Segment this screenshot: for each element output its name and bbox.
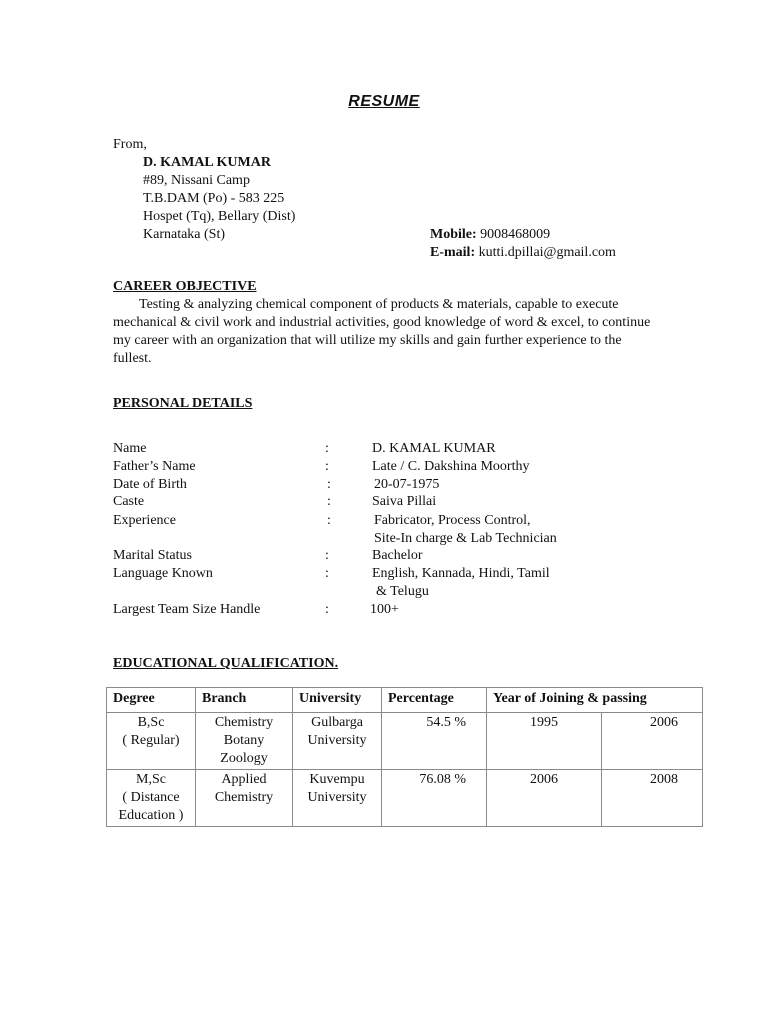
address-line-1: #89, Nissani Camp: [143, 173, 250, 188]
pd-sep: :: [325, 602, 329, 617]
pd-sep: :: [327, 477, 331, 492]
personal-details-heading: PERSONAL DETAILS: [113, 396, 253, 411]
col-branch: Branch: [196, 688, 293, 713]
email-label: E-mail:: [430, 245, 476, 260]
cell-line: Chemistry: [214, 790, 274, 805]
pd-value-father: Late / C. Dakshina Moorthy: [372, 459, 530, 474]
cell-university: [293, 770, 382, 827]
pd-label-team-size: Largest Team Size Handle: [113, 602, 261, 617]
address-line-4: Karnataka (St): [143, 227, 226, 242]
address-line-3: Hospet (Tq), Bellary (Dist): [143, 209, 296, 224]
mobile-label: Mobile:: [430, 227, 477, 242]
cell-degree: [107, 713, 196, 770]
cell-branch: [196, 713, 293, 770]
applicant-name: D. KAMAL KUMAR: [143, 155, 271, 170]
pd-label-name: Name: [113, 441, 147, 456]
pd-value-team-size: 100+: [370, 602, 399, 617]
pd-sep: :: [327, 513, 331, 528]
cell-line: Education ): [118, 808, 184, 823]
cell-branch: [196, 770, 293, 827]
pd-label-experience: Experience: [113, 513, 176, 528]
cell-line: ( Regular): [122, 733, 180, 748]
education-table: [106, 687, 703, 827]
cell-line: B,Sc: [137, 715, 165, 730]
education-heading: EDUCATIONAL QUALIFICATION.: [113, 656, 339, 671]
table-row: [107, 713, 703, 770]
cell-line: Zoology: [220, 751, 268, 766]
cell-line: Botany: [223, 733, 265, 748]
cell-line: University: [307, 790, 367, 805]
col-degree: Degree: [107, 688, 196, 713]
pd-value-language-cont: & Telugu: [376, 584, 429, 599]
cell-year-joining: 1995: [487, 713, 602, 770]
pd-value-experience: Fabricator, Process Control,: [374, 513, 531, 528]
col-year: Year of Joining & passing: [487, 688, 703, 713]
table-header-row: [107, 688, 703, 713]
cell-year-passing: 2008: [602, 770, 703, 827]
pd-sep: :: [325, 548, 329, 563]
pd-label-caste: Caste: [113, 494, 145, 509]
pd-sep: :: [325, 441, 329, 456]
cell-degree: [107, 770, 196, 827]
career-objective-text: Testing & analyzing chemical component of products & materials, capable to execute mechanical & civil work and industrial activities, good knowledge of word & excel, to continue my career with an organization that will utilize my skills and gain further experience to the fullest.: [113, 297, 651, 366]
email-line: [430, 244, 616, 262]
cell-line: Gulbarga: [311, 715, 363, 730]
pd-label-marital: Marital Status: [113, 548, 192, 563]
mobile-line: [430, 226, 550, 244]
pd-sep: :: [327, 494, 331, 509]
email-address: kutti.dpillai@gmail.com: [478, 245, 616, 260]
pd-label-dob: Date of Birth: [113, 477, 187, 492]
cell-percentage: 54.5 %: [382, 713, 487, 770]
pd-value-marital: Bachelor: [372, 548, 423, 563]
cell-line: ( Distance: [122, 790, 180, 805]
mobile-number: 9008468009: [480, 227, 551, 242]
table-row: [107, 770, 703, 827]
career-objective-heading: CAREER OBJECTIVE: [113, 279, 257, 294]
pd-label-father: Father’s Name: [113, 459, 196, 474]
pd-value-experience-cont: Site-In charge & Lab Technician: [374, 531, 557, 546]
pd-value-caste: Saiva Pillai: [372, 494, 437, 509]
address-line-2: T.B.DAM (Po) - 583 225: [143, 191, 285, 206]
pd-label-language: Language Known: [113, 566, 213, 581]
pd-value-language: English, Kannada, Hindi, Tamil: [372, 566, 550, 581]
col-university: University: [293, 688, 382, 713]
cell-university: [293, 713, 382, 770]
cell-line: University: [307, 733, 367, 748]
cell-year-passing: 2006: [602, 713, 703, 770]
pd-sep: :: [325, 566, 329, 581]
pd-value-dob: 20-07-1975: [374, 477, 440, 492]
cell-line: Chemistry: [214, 715, 274, 730]
cell-line: M,Sc: [136, 772, 166, 787]
cell-year-joining: 2006: [487, 770, 602, 827]
from-label: From,: [113, 137, 147, 152]
cell-percentage: 76.08 %: [382, 770, 487, 827]
resume-title: RESUME: [348, 93, 420, 110]
cell-line: Applied: [221, 772, 267, 787]
pd-value-name: D. KAMAL KUMAR: [372, 441, 496, 456]
pd-sep: :: [325, 459, 329, 474]
col-percentage: Percentage: [382, 688, 487, 713]
cell-line: Kuvempu: [309, 772, 365, 787]
